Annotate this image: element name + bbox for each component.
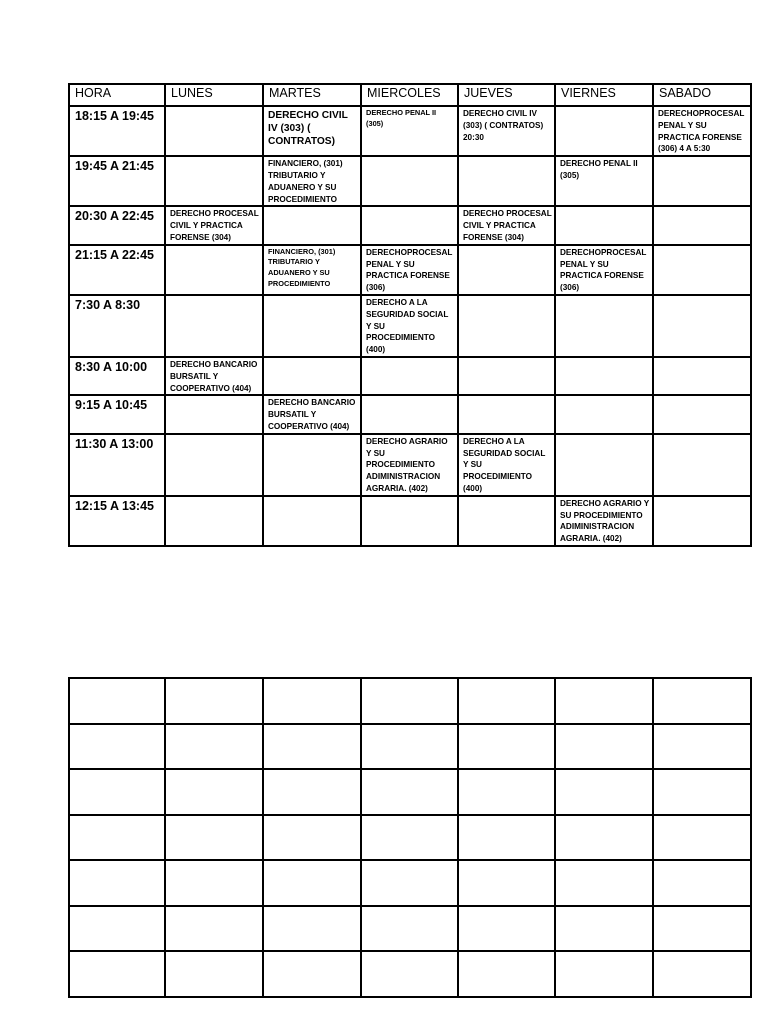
blank-cell — [458, 678, 555, 724]
blank-row — [69, 769, 751, 815]
blank-cell — [555, 860, 653, 906]
schedule-row — [69, 496, 751, 546]
blank-cell — [458, 724, 555, 770]
blank-cell — [653, 678, 751, 724]
blank-cell — [361, 951, 458, 997]
schedule-cell — [458, 395, 555, 433]
schedule-cell — [458, 496, 555, 546]
schedule-cell: DERECHOPROCESAL PENAL Y SU PRACTICA FORENSE (306) — [555, 245, 653, 295]
blank-row — [69, 860, 751, 906]
blank-row — [69, 815, 751, 861]
schedule-cell: DERECHO PROCESAL CIVIL Y PRACTICA FORENSE (304) — [165, 206, 263, 244]
hour-cell: 9:15 A 10:45 — [69, 395, 165, 433]
hour-cell: 19:45 A 21:45 — [69, 156, 165, 206]
blank-cell — [653, 724, 751, 770]
blank-cell — [653, 769, 751, 815]
schedule-cell: DERECHO PROCESAL CIVIL Y PRACTICA FORENSE (304) — [458, 206, 555, 244]
schedule-cell: DERECHO AGRARIO Y SU PROCEDIMIENTO ADIMINISTRACION AGRARIA. (402) — [555, 496, 653, 546]
schedule-cell: DERECHO A LA SEGURIDAD SOCIAL Y SU PROCEDIMIENTO (400) — [361, 295, 458, 357]
schedule-cell — [165, 395, 263, 433]
schedule-cell — [361, 206, 458, 244]
blank-cell — [458, 769, 555, 815]
blank-cell — [69, 724, 165, 770]
hour-cell: 20:30 A 22:45 — [69, 206, 165, 244]
schedule-cell: DERECHOPROCESAL PENAL Y SU PRACTICA FORENSE (306) — [361, 245, 458, 295]
blank-cell — [458, 951, 555, 997]
schedule-row — [69, 395, 751, 433]
blank-cell — [653, 906, 751, 952]
schedule-cell: FINANCIERO, (301) TRIBUTARIO Y ADUANERO Y SU PROCEDIMIENTO — [263, 245, 361, 295]
header-martes: MARTES — [263, 84, 361, 106]
blank-cell — [555, 724, 653, 770]
blank-cell — [165, 951, 263, 997]
blank-cell — [263, 815, 361, 861]
schedule-cell — [458, 245, 555, 295]
header-sabado: SABADO — [653, 84, 751, 106]
schedule-cell — [653, 245, 751, 295]
blank-cell — [361, 815, 458, 861]
schedule-cell — [165, 496, 263, 546]
schedule-cell — [458, 357, 555, 395]
schedule-row — [69, 206, 751, 244]
schedule-cell — [653, 357, 751, 395]
schedule-cell: DERECHO PENAL II (305) — [361, 106, 458, 156]
schedule-cell — [361, 496, 458, 546]
blank-cell — [165, 678, 263, 724]
blank-cell — [458, 860, 555, 906]
blank-cell — [653, 860, 751, 906]
hour-cell: 12:15 A 13:45 — [69, 496, 165, 546]
blank-row — [69, 951, 751, 997]
schedule-cell — [165, 295, 263, 357]
blank-cell — [361, 678, 458, 724]
blank-cell — [653, 951, 751, 997]
schedule-cell: DERECHO AGRARIO Y SU PROCEDIMIENTO ADIMINISTRACION AGRARIA. (402) — [361, 434, 458, 496]
schedule-cell — [555, 106, 653, 156]
blank-cell — [69, 906, 165, 952]
schedule-row — [69, 156, 751, 206]
schedule-cell — [263, 206, 361, 244]
blank-cell — [263, 951, 361, 997]
blank-cell — [361, 906, 458, 952]
header-lunes: LUNES — [165, 84, 263, 106]
schedule-cell — [653, 156, 751, 206]
hour-cell: 7:30 A 8:30 — [69, 295, 165, 357]
header-miercoles: MIERCOLES — [361, 84, 458, 106]
blank-cell — [263, 906, 361, 952]
blank-cell — [555, 906, 653, 952]
schedule-row — [69, 434, 751, 496]
blank-cell — [361, 724, 458, 770]
schedule-cell — [653, 496, 751, 546]
schedule-cell — [263, 434, 361, 496]
schedule-cell — [165, 434, 263, 496]
blank-cell — [263, 769, 361, 815]
hour-cell: 21:15 A 22:45 — [69, 245, 165, 295]
blank-cell — [165, 769, 263, 815]
schedule-cell: DERECHO CIVIL IV (303) ( CONTRATOS) 20:30 — [458, 106, 555, 156]
blank-table — [68, 677, 752, 998]
blank-cell — [69, 769, 165, 815]
header-row — [69, 84, 751, 106]
blank-cell — [555, 815, 653, 861]
schedule-cell — [263, 496, 361, 546]
schedule-row — [69, 106, 751, 156]
schedule-cell — [458, 156, 555, 206]
schedule-row — [69, 245, 751, 295]
blank-cell — [263, 678, 361, 724]
blank-cell — [361, 860, 458, 906]
schedule-cell — [653, 206, 751, 244]
header-viernes: VIERNES — [555, 84, 653, 106]
hour-cell: 18:15 A 19:45 — [69, 106, 165, 156]
schedule-cell — [263, 295, 361, 357]
schedule-cell — [555, 395, 653, 433]
blank-cell — [263, 860, 361, 906]
blank-cell — [653, 815, 751, 861]
schedule-cell — [555, 295, 653, 357]
blank-cell — [263, 724, 361, 770]
schedule-cell: DERECHO CIVIL IV (303) ( CONTRATOS) — [263, 106, 361, 156]
blank-cell — [165, 906, 263, 952]
blank-cell — [69, 860, 165, 906]
blank-cell — [555, 951, 653, 997]
schedule-row — [69, 357, 751, 395]
schedule-cell — [361, 156, 458, 206]
schedule-cell — [361, 395, 458, 433]
blank-cell — [555, 769, 653, 815]
hour-cell: 11:30 A 13:00 — [69, 434, 165, 496]
schedule-cell — [165, 156, 263, 206]
schedule-cell — [555, 206, 653, 244]
schedule-cell: DERECHO A LA SEGURIDAD SOCIAL Y SU PROCEDIMIENTO (400) — [458, 434, 555, 496]
schedule-cell — [653, 295, 751, 357]
blank-cell — [165, 724, 263, 770]
schedule-row — [69, 295, 751, 357]
schedule-table — [68, 83, 752, 547]
blank-cell — [165, 815, 263, 861]
blank-cell — [69, 678, 165, 724]
schedule-cell — [555, 434, 653, 496]
blank-cell — [458, 815, 555, 861]
blank-cell — [69, 951, 165, 997]
blank-cell — [361, 769, 458, 815]
schedule-cell — [653, 395, 751, 433]
blank-row — [69, 906, 751, 952]
schedule-cell — [653, 434, 751, 496]
blank-row — [69, 724, 751, 770]
blank-row — [69, 678, 751, 724]
blank-cell — [69, 815, 165, 861]
blank-cell — [165, 860, 263, 906]
schedule-cell: DERECHOPROCESAL PENAL Y SU PRACTICA FORENSE (306) 4 A 5:30 — [653, 106, 751, 156]
blank-cell — [458, 906, 555, 952]
schedule-cell: DERECHO PENAL II (305) — [555, 156, 653, 206]
schedule-cell — [361, 357, 458, 395]
blank-cell — [555, 678, 653, 724]
schedule-cell — [263, 357, 361, 395]
schedule-cell: FINANCIERO, (301) TRIBUTARIO Y ADUANERO Y SU PROCEDIMIENTO — [263, 156, 361, 206]
schedule-cell — [165, 245, 263, 295]
header-jueves: JUEVES — [458, 84, 555, 106]
schedule-cell — [458, 295, 555, 357]
header-hora: HORA — [69, 84, 165, 106]
hour-cell: 8:30 A 10:00 — [69, 357, 165, 395]
schedule-cell: DERECHO BANCARIO BURSATIL Y COOPERATIVO (404) — [263, 395, 361, 433]
schedule-cell — [165, 106, 263, 156]
schedule-cell: DERECHO BANCARIO BURSATIL Y COOPERATIVO (404) — [165, 357, 263, 395]
schedule-cell — [555, 357, 653, 395]
